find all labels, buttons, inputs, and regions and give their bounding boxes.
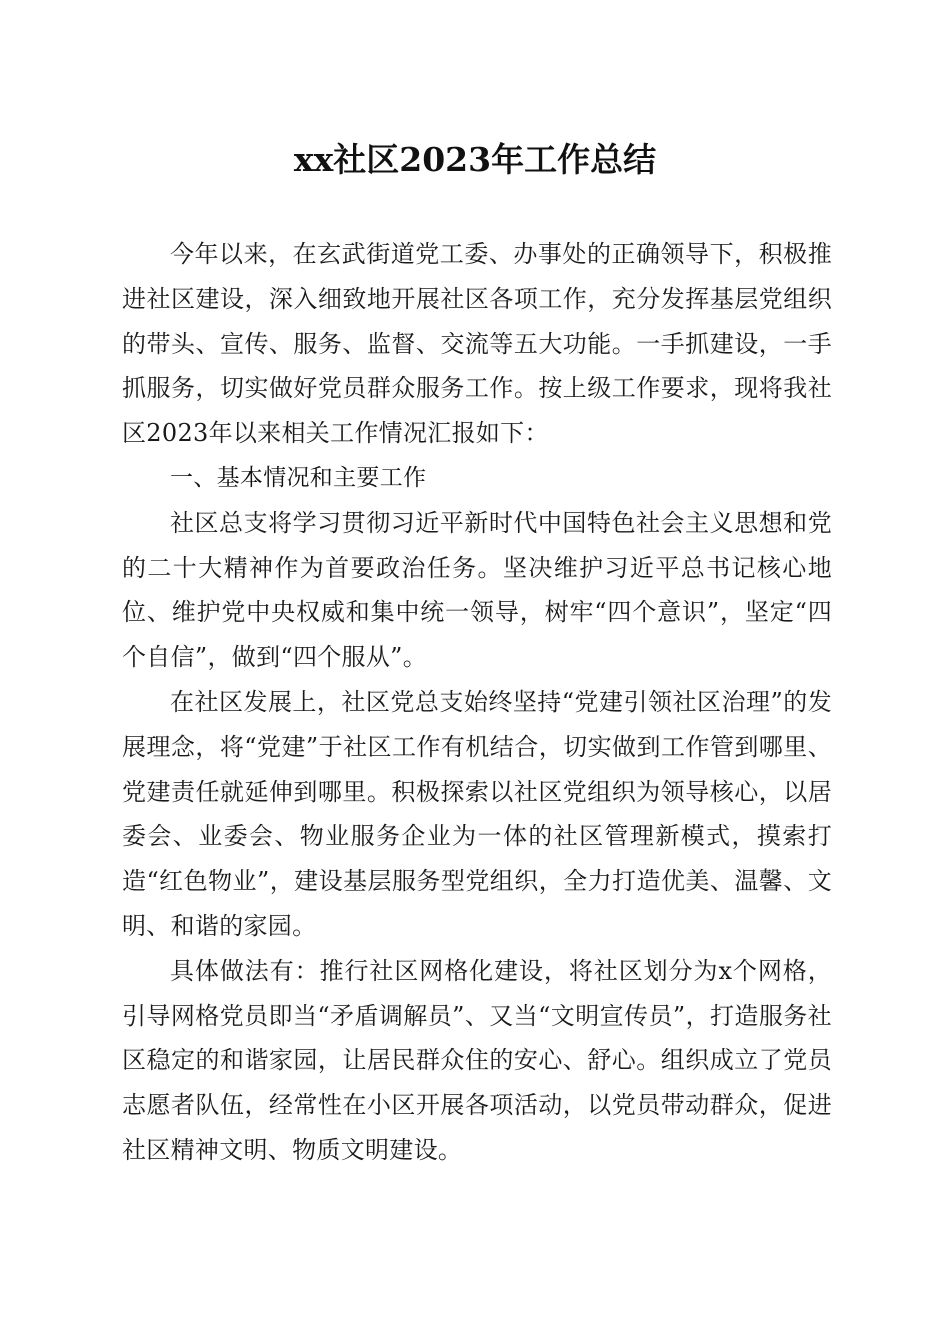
document-body [122, 232, 832, 1173]
document-title: xx社区2023年工作总结 [293, 140, 657, 179]
section-heading: 一、基本情况和主要工作 [170, 464, 427, 491]
body-paragraph: 在社区发展上，社区党总支始终坚持“党建引领社区治理”的发展理念，将“党建”于社区工作有机结合，切实做到工作管到哪里、党建责任就延伸到哪里。积极探索以社区党组织为领导核心，以居委会、业委会、物业服务企业为一体的社区管理新模式，摸索打造“红色物业”，建设基层服务型党组织，全力打造优美、温馨、文明、和谐的家园。 [122, 687, 832, 940]
intro-paragraph: 今年以来，在玄武街道党工委、办事处的正确领导下，积极推进社区建设，深入细致地开展社区各项工作，充分发挥基层党组织的带头、宣传、服务、监督、交流等五大功能。一手抓建设，一手抓服务，切实做好党员群众服务工作。按上级工作要求，现将我社区2023年以来相关工作情况汇报如下： [122, 240, 832, 448]
body-paragraph: 具体做法有：推行社区网格化建设，将社区划分为x个网格，引导网格党员即当“矛盾调解员”、又当“文明宣传员”，打造服务社区稳定的和谐家园，让居民群众住的安心、舒心。组织成立了党员志愿者队伍，经常性在小区开展各项活动，以党员带动群众，促进社区精神文明、物质文明建设。 [122, 956, 832, 1164]
body-paragraph: 社区总支将学习贯彻习近平新时代中国特色社会主义思想和党的二十大精神作为首要政治任务。坚决维护习近平总书记核心地位、维护党中央权威和集中统一领导，树牢“四个意识”，坚定“四个自信”，做到“四个服从”。 [122, 508, 832, 672]
